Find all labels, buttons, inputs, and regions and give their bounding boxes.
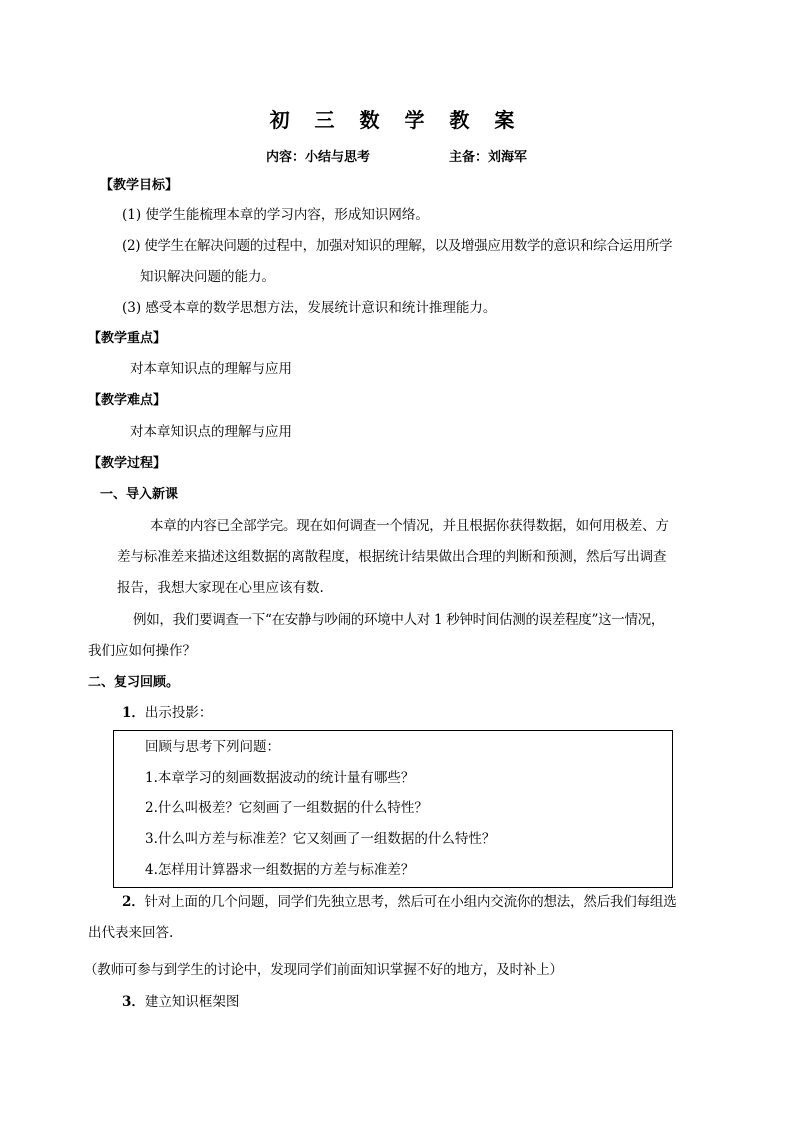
- objectives-heading: 【教学目标】: [100, 178, 179, 193]
- objective-item: (1) 使学生能梳理本章的学习内容，形成知识网络。: [122, 207, 429, 223]
- document-title: 初 三 数 学 教 案: [269, 108, 524, 132]
- box-line: 4.怎样用计算器求一组数据的方差与标准差？: [145, 862, 415, 878]
- key-points-heading: 【教学重点】: [88, 331, 167, 346]
- step2-text: 针对上面的几个问题，同学们先独立思考，然后可在小组内交流你的想法，然后我们每组选: [144, 894, 677, 910]
- example-line: 我们应如何操作？: [88, 643, 196, 659]
- step2-number: 2．: [122, 894, 145, 910]
- objective-item: (2) 使学生在解决问题的过程中，加强对知识的理解，以及增强应用数学的意识和综合运用所学: [122, 238, 673, 254]
- box-line: 1.本章学习的刻画数据波动的统计量有哪些？: [145, 770, 415, 786]
- step1-number: 1．: [122, 705, 145, 721]
- objective-item: (3) 感受本章的数学思想方法，发展统计意识和统计推理能力。: [122, 300, 497, 316]
- step3: [122, 993, 239, 1011]
- section1-heading: 一、导入新课: [100, 487, 179, 502]
- box-line: 回顾与思考下列问题：: [145, 739, 280, 755]
- key-points-text: 对本章知识点的理解与应用: [130, 361, 292, 377]
- paragraph-line: 本章的内容已全部学完。现在如何调查一个情况，并且根据你获得数据，如何用极差、方: [150, 518, 669, 534]
- box-line: 3.什么叫方差与标准差？它又刻画了一组数据的什么特性？: [145, 831, 496, 847]
- objective-item: 知识解决问题的能力。: [140, 269, 275, 285]
- subtitle: [0, 146, 793, 165]
- teacher-note: （教师可参与到学生的讨论中，发现同学们前面知识掌握不好的地方，及时补上）: [84, 962, 563, 978]
- difficulties-heading: 【教学难点】: [88, 393, 167, 408]
- step3-number: 3．: [122, 994, 145, 1010]
- content-label: 内容：小结与思考: [265, 150, 370, 165]
- section2-heading: 二、复习回顾。: [88, 675, 180, 690]
- step3-text: 建立知识框架图: [144, 994, 240, 1010]
- step1: [122, 704, 212, 722]
- author-label: 主备：刘海军: [449, 150, 528, 165]
- box-line: 2.什么叫极差？它刻画了一组数据的什么特性？: [145, 800, 428, 816]
- difficulties-text: 对本章知识点的理解与应用: [130, 424, 292, 440]
- step2-continued: 出代表来回答.: [88, 925, 174, 941]
- example-line: 例如，我们要调查一下“在安静与吵闹的环境中人对 1 秒钟时间估测的误差程度”这一情况，: [133, 612, 665, 628]
- process-heading: 【教学过程】: [88, 456, 167, 471]
- step2: [122, 893, 677, 911]
- paragraph-line: 报告，我想大家现在心里应该有数.: [117, 580, 324, 596]
- step1-text: 出示投影：: [144, 705, 213, 721]
- paragraph-line: 差与标准差来描述这组数据的离散程度，根据统计结果做出合理的判断和预测，然后写出调查: [117, 549, 667, 565]
